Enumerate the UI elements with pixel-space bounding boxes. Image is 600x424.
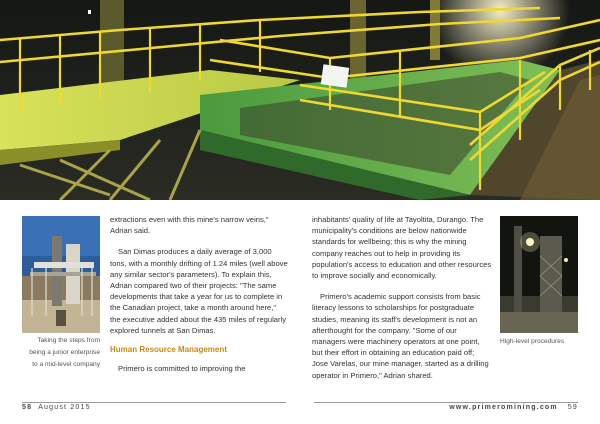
right-photo-caption: High-level procedures (500, 338, 565, 345)
left-caption-line-1: Taking the steps from (37, 337, 100, 344)
left-paragraph-1: extractions even with this mine's narrow veins," Adrian said. (110, 215, 269, 236)
right-page-number: 59 (567, 404, 578, 411)
left-photo-caption (6, 335, 100, 371)
photo-processing-plant-right (500, 216, 578, 333)
footer-left (22, 404, 91, 411)
right-paragraph-1: inhabitants' quality of life at Tayoltita, Durango. The municipality's conditions are below nationwide standards for wellbeing; this is why the mining company reaches out to help in providing its population's access to education and other resources to improve socially and economically. (312, 215, 492, 281)
footer-divider-left (22, 402, 286, 403)
website-url[interactable]: www.primeromining.com (449, 404, 558, 411)
left-text-column (110, 214, 288, 374)
left-page-number: 58 (22, 404, 33, 411)
right-text-column (312, 214, 492, 381)
photo-mine-facility-left (22, 216, 100, 333)
left-paragraph-2: San Dimas produces a daily average of 3,000 tons, with a monthly drifting of 1.24 miles (well above any similar sector's parameters). To explain this, Adrian compared two of their projects: "The same developments that take a year for us to complete in the Canadian project, take a month around here," the executive added about the 435 miles of regularly explored tunnels at San Dimas. (110, 247, 288, 335)
right-paragraph-2: Primero's academic support consists from basic literacy lessons to scholarships for postgraduate studies, meaning its staff's development is not an afterthought for the company. "Some of our managers were machinery operators at one point, but their effort in obtaining an education paid off; Jose Varelas, our mine manager, started as a drilling operator in Primero," Adrian shared. (312, 292, 489, 380)
footer-divider-right (314, 402, 578, 403)
hero-illustration (0, 0, 600, 200)
left-paragraph-3: Primero is committed to improving the (118, 364, 246, 374)
section-heading-human-resource: Human Resource Management (110, 345, 227, 355)
left-caption-line-3: to a mid-level company (32, 361, 100, 368)
hero-photo-mine-platform (0, 0, 600, 200)
left-photo-illustration (22, 216, 100, 333)
left-caption-line-2: being a junior enterprise (29, 349, 100, 356)
footer-right (441, 404, 578, 411)
issue-date: August 2015 (38, 404, 91, 411)
right-photo-illustration (500, 216, 578, 333)
